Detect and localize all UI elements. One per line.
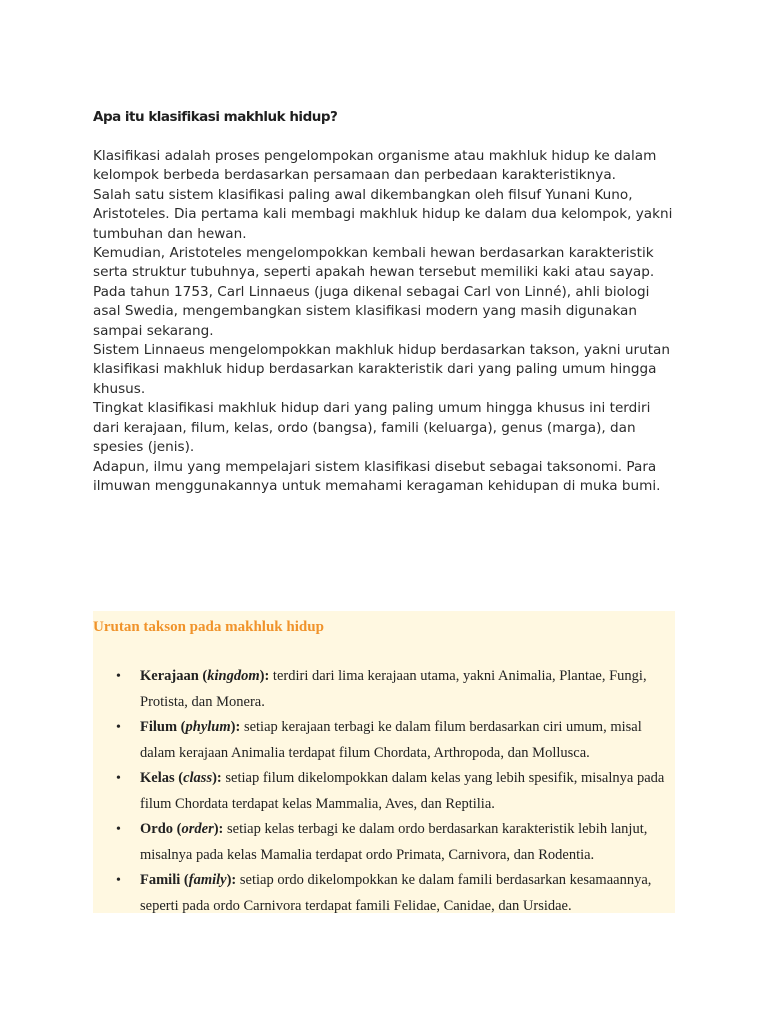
taxon-term: Famili ( [140,872,189,888]
taxon-latin: class [183,770,213,786]
taxon-term-close: ): [213,821,224,837]
taxon-list [93,664,675,919]
taxon-term-close: ): [212,770,222,786]
taxon-latin: order [181,821,214,837]
article [93,108,678,496]
taxon-description: setiap ordo dikelompokkan ke dalam famili berdasarkan kesamaannya, seperti pada ordo Carnivora terdapat famili Felidae, Canidae, dan Ursidae. [140,872,652,914]
taxon-term-close: ): [226,872,237,888]
paragraph: Adapun, ilmu yang mempelajari sistem klasifikasi disebut sebagai taksonomi. Para ilmuwan menggunakannya untuk memahami keragaman kehidupan di muka bumi. [93,458,661,494]
bullet-icon: • [116,873,121,888]
taxon-description: terdiri dari lima kerajaan utama, yakni Animalia, Plantae, Fungi, Protista, dan Monera. [140,668,647,710]
taxon-term: Kelas ( [140,770,184,786]
list-item [116,817,675,868]
paragraph: Salah satu sistem klasifikasi paling awal dikembangkan oleh filsuf Yunani Kuno, Aristoteles. Dia pertama kali membagi makhluk hidup ke dalam dua kelompok, yakni tumbuhan dan hewan. [93,186,673,242]
paragraph: Tingkat klasifikasi makhluk hidup dari yang paling umum hingga khusus ini terdiri dari kerajaan, filum, kelas, ordo (bangsa), famili (keluarga), genus (marga), dan spesies (jenis). [93,400,651,456]
taxon-term: Kerajaan ( [140,668,208,684]
taxon-latin: family [188,872,227,888]
taxon-description: setiap filum dikelompokkan dalam kelas yang lebih spesifik, misalnya pada filum Chordata terdapat kelas Mammalia, Aves, dan Reptilia. [140,770,665,812]
taxon-term-close: ): [259,668,270,684]
bullet-icon: • [116,669,121,684]
list-item [116,664,675,715]
paragraph: Klasifikasi adalah proses pengelompokan organisme atau makhluk hidup ke dalam kelompok berbeda berdasarkan persamaan dan perbedaan karakteristiknya. [93,148,657,184]
taxon-term: Ordo ( [140,821,182,837]
list-item [116,868,675,919]
paragraph: Sistem Linnaeus mengelompokkan makhluk hidup berdasarkan takson, yakni urutan klasifikasi makhluk hidup berdasarkan karakteristik dari yang paling umum hingga khusus. [93,342,670,397]
article-body [93,147,678,496]
article-heading: Apa itu klasifikasi makhluk hidup? [93,109,338,125]
bullet-icon: • [116,771,121,786]
taxon-latin: phylum [185,719,231,735]
taxon-description: setiap kelas terbagi ke dalam ordo berdasarkan karakteristik lebih lanjut, misalnya pada kelas Mamalia terdapat ordo Primata, Carnivora, dan Rodentia. [140,821,648,863]
taxon-description: setiap kerajaan terbagi ke dalam filum berdasarkan ciri umum, misal dalam kerajaan Animalia terdapat filum Chordata, Arthropoda, dan Mollusca. [140,719,642,761]
bullet-icon: • [116,822,121,837]
taxon-box [93,611,675,913]
taxon-term-close: ): [230,719,241,735]
list-item [116,766,675,817]
taxon-latin: kingdom [207,668,260,684]
taxon-box-title: Urutan takson pada makhluk hidup [93,619,324,635]
bullet-icon: • [116,720,121,735]
paragraph: Pada tahun 1753, Carl Linnaeus (juga dikenal sebagai Carl von Linné), ahli biologi asal Swedia, mengembangkan sistem klasifikasi modern yang masih digunakan sampai sekarang. [93,283,650,339]
paragraph: Kemudian, Aristoteles mengelompokkan kembali hewan berdasarkan karakteristik serta struktur tubuhnya, seperti apakah hewan tersebut memiliki kaki atau sayap. [93,245,655,281]
list-item [116,715,675,766]
taxon-term: Filum ( [140,719,186,735]
